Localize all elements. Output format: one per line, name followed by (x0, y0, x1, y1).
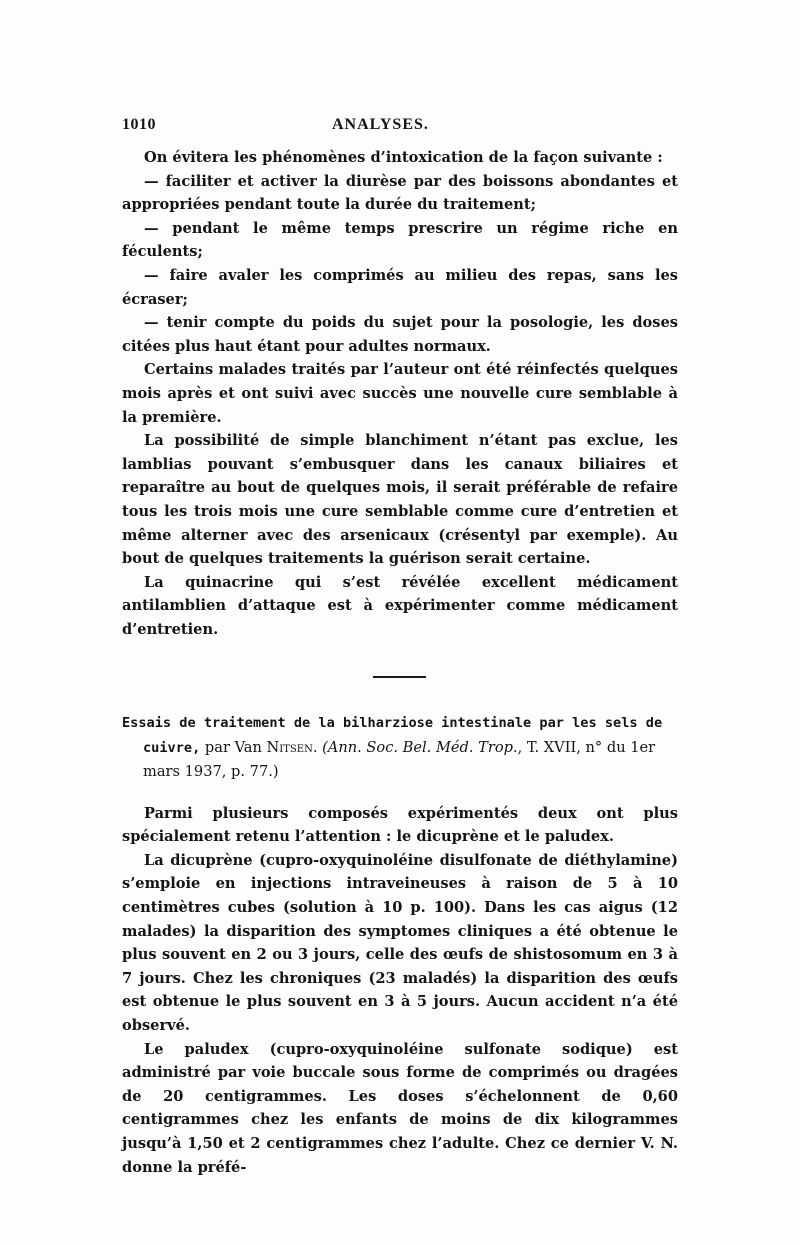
divider-rule (373, 676, 426, 678)
paragraph: On évitera les phénomènes d’intoxication de la façon suivante : (144, 149, 663, 166)
section-divider (122, 641, 678, 711)
reference-volume: , T. XVII, n° du 1er mars 1937, p. 77.) (143, 738, 656, 781)
paragraph: Le paludex (cupro-oxyquinoléine sulfonate sodique) est administré par voie buccale sous forme de comprimés ou dragées de 20 centigrammes. Les doses s’échelonnent de 0,60 centigrammes chez les enfants de moins de dix kilogrammes jusqu’à 1,50 et 2 centigrammes chez l’adulte. Chez ce dernier V. N. donne la préfé- (122, 1040, 678, 1176)
running-title: ANALYSES. (332, 116, 429, 133)
paragraph: — pendant le même temps prescrire un régime riche en féculents; (122, 219, 678, 261)
reference-dot: . (312, 738, 323, 756)
reference-journal: (Ann. Soc. Bel. Méd. Trop. (322, 738, 518, 756)
paragraph: La dicuprène (cupro-oxyquinoléine disulfonate de diéthylamine) s’emploie en injections intraveineuses à raison de 5 à 10 centimètres cubes (solution à 10 p. 100). Dans les cas aigus (12 malades) la disparition des symptomes cliniques a été obtenue le plus souvent en 2 ou 3 jours, celle des œufs de shistosomum en 3 à 7 jours. Chez les chroniques (23 maladés) la disparition des œufs est obtenue le plus souvent en 3 à 5 jours. Aucun accident n’a été observé. (122, 851, 678, 1035)
running-header (122, 116, 678, 146)
paragraph: Parmi plusieurs composés expérimentés deux ont plus spécialement retenu l’attention : le dicuprène et le paludex. (122, 804, 678, 846)
reference-author: Nitsen (266, 738, 313, 756)
paragraph: La possibilité de simple blanchiment n’étant pas exclue, les lamblias pouvant s’embusquer dans les canaux biliaires et reparaître au bout de quelques mois, il serait préférable de refaire tous les trois mois une cure semblable comme cure d’entretien et même alterner avec des arsenicaux (crésentyl par exemple). Au bout de quelques traitements la guérison serait certaine. (122, 432, 678, 568)
reference-by: par Van (200, 738, 267, 756)
paragraph: Certains malades traités par l’auteur ont été réinfectés quelques mois après et ont suivi avec succès une nouvelle cure semblable à la première. (122, 361, 678, 426)
paragraph: — tenir compte du poids du sujet pour la posologie, les doses citées plus haut étant pour adultes normaux. (122, 314, 678, 355)
paragraph: — faire avaler les comprimés au milieu des repas, sans les écraser; (122, 266, 678, 308)
section-bilharziose (122, 802, 678, 1180)
section-intoxication (122, 146, 678, 641)
article-title: Essais de traitement de la bilharziose intestinale par les sels de cuivre, (122, 715, 663, 756)
article-reference (122, 711, 678, 783)
paragraph: — faciliter et activer la diurèse par des boissons abondantes et appropriées pendant toute la durée du traitement; (122, 172, 678, 214)
page-number: 1010 (122, 116, 156, 133)
paragraph: La quinacrine qui s’est révélée excellent médicament antilamblien d’attaque est à expérimenter comme médicament d’entretien. (122, 573, 678, 638)
page (122, 116, 678, 1179)
